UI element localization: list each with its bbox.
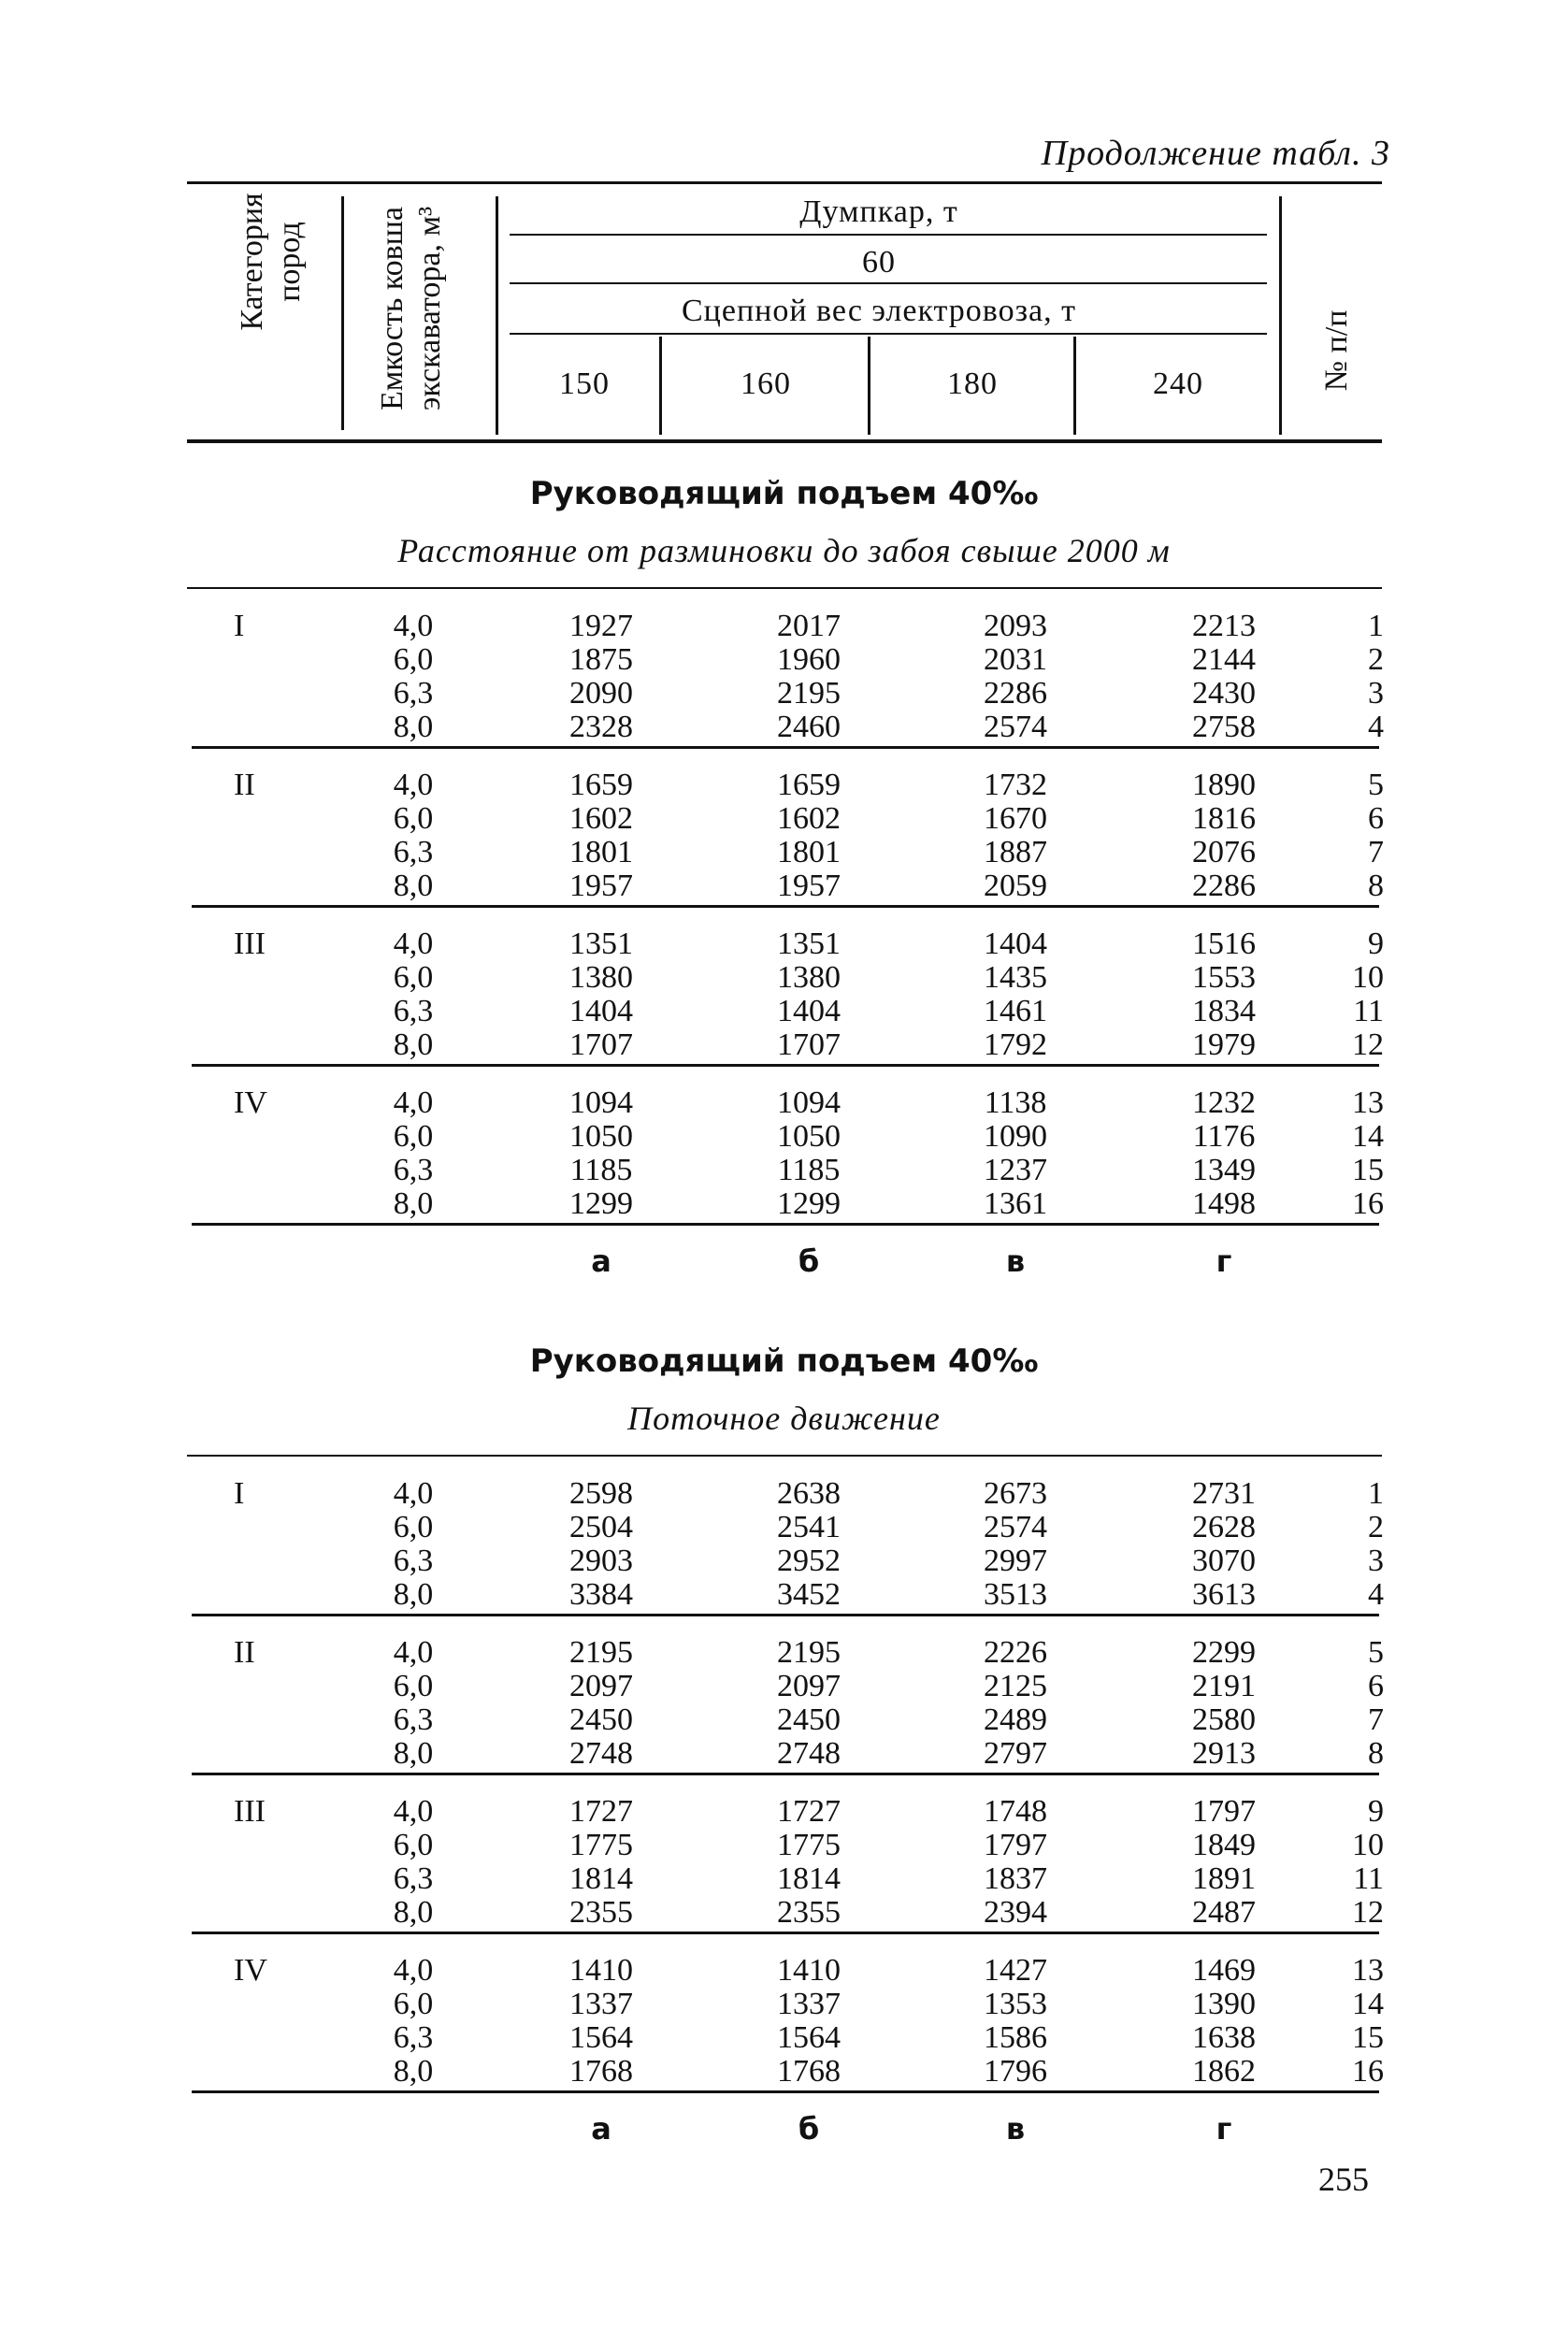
value-cell-b: 1659 xyxy=(777,768,841,802)
value-cell-v: 2226 xyxy=(984,1635,1047,1670)
section-title: Руководящий подъем 40‰ xyxy=(529,1343,1039,1380)
value-cell-v: 2673 xyxy=(984,1476,1047,1511)
row-number-cell: 15 xyxy=(1352,2020,1384,2055)
row-number-cell: 16 xyxy=(1352,2054,1384,2089)
category-label: I xyxy=(234,609,245,643)
value-cell-g: 2430 xyxy=(1192,676,1256,711)
header-dumpcar-label: Думпкар, т xyxy=(799,194,958,229)
row-number-cell: 13 xyxy=(1352,1953,1384,1988)
header-capacity-label: Емкость ковша экскаватора, м³ xyxy=(375,206,447,411)
bucket-capacity-cell: 4,0 xyxy=(393,768,434,802)
value-cell-b: 2450 xyxy=(777,1702,841,1737)
value-cell-a: 1380 xyxy=(569,960,633,995)
row-number-cell: 15 xyxy=(1352,1153,1384,1187)
table-row xyxy=(0,643,1568,677)
value-cell-b: 1185 xyxy=(777,1153,841,1187)
value-cell-v: 2997 xyxy=(984,1544,1047,1578)
bucket-capacity-cell: 4,0 xyxy=(393,1635,434,1670)
value-cell-v: 2093 xyxy=(984,609,1047,643)
row-number-cell: 13 xyxy=(1352,1085,1384,1120)
value-cell-a: 1775 xyxy=(569,1828,633,1862)
value-cell-g: 2487 xyxy=(1192,1895,1256,1930)
value-cell-v: 1404 xyxy=(984,926,1047,961)
row-number-cell: 16 xyxy=(1352,1186,1384,1221)
bucket-capacity-cell: 6,3 xyxy=(393,2020,434,2055)
header-weight-160: 160 xyxy=(741,366,791,401)
value-cell-v: 1792 xyxy=(984,1027,1047,1062)
header-category-label: Категория пород xyxy=(235,193,307,331)
row-number-cell: 2 xyxy=(1368,1510,1384,1544)
value-cell-b: 3452 xyxy=(777,1577,841,1612)
column-letters xyxy=(0,1243,1568,1281)
value-cell-v: 1427 xyxy=(984,1953,1047,1988)
value-cell-g: 1797 xyxy=(1192,1794,1256,1829)
category-label: III xyxy=(234,926,266,961)
value-cell-g: 2144 xyxy=(1192,642,1256,677)
table-row xyxy=(0,802,1568,836)
table-row xyxy=(0,1670,1568,1703)
bucket-capacity-cell: 8,0 xyxy=(393,1736,434,1771)
table-row xyxy=(0,610,1568,643)
value-cell-a: 1768 xyxy=(569,2054,633,2089)
header-top-rule xyxy=(187,181,1382,184)
row-number-cell: 3 xyxy=(1368,1544,1384,1578)
row-number-cell: 7 xyxy=(1368,1702,1384,1737)
column-letter: г xyxy=(1216,1243,1232,1279)
bucket-capacity-cell: 6,3 xyxy=(393,1153,434,1187)
value-cell-a: 3384 xyxy=(569,1577,633,1612)
row-number-cell: 5 xyxy=(1368,1635,1384,1670)
section-top-rule xyxy=(187,587,1382,589)
table-row xyxy=(0,1703,1568,1737)
value-cell-a: 1337 xyxy=(569,1987,633,2021)
group-divider xyxy=(192,1614,1379,1616)
value-cell-g: 2299 xyxy=(1192,1635,1256,1670)
table-row xyxy=(0,995,1568,1028)
section-subtitle: Расстояние от разминовки до забоя свыше 2000 м xyxy=(397,532,1171,569)
value-cell-v: 1361 xyxy=(984,1186,1047,1221)
value-cell-v: 1138 xyxy=(984,1085,1047,1120)
value-cell-g: 2758 xyxy=(1192,710,1256,744)
row-number-cell: 9 xyxy=(1368,926,1384,961)
value-cell-b: 1410 xyxy=(777,1953,841,1988)
table-row xyxy=(0,1636,1568,1670)
table-row xyxy=(0,1120,1568,1154)
value-cell-b: 2638 xyxy=(777,1476,841,1511)
header-rule xyxy=(510,282,1267,284)
value-cell-b: 1404 xyxy=(777,994,841,1028)
value-cell-b: 2097 xyxy=(777,1669,841,1703)
row-number-cell: 8 xyxy=(1368,869,1384,903)
value-cell-a: 2195 xyxy=(569,1635,633,1670)
table-row xyxy=(0,2021,1568,2055)
category-group xyxy=(0,1477,1568,1642)
bucket-capacity-cell: 4,0 xyxy=(393,609,434,643)
table-row xyxy=(0,677,1568,711)
bucket-capacity-cell: 6,0 xyxy=(393,1987,434,2021)
value-cell-v: 2797 xyxy=(984,1736,1047,1771)
value-cell-b: 1775 xyxy=(777,1828,841,1862)
value-cell-b: 1957 xyxy=(777,869,841,903)
value-cell-v: 1237 xyxy=(984,1153,1047,1187)
bucket-capacity-cell: 6,3 xyxy=(393,835,434,869)
row-number-cell: 12 xyxy=(1352,1027,1384,1062)
value-cell-a: 1707 xyxy=(569,1027,633,1062)
row-number-cell: 3 xyxy=(1368,676,1384,711)
value-cell-a: 2355 xyxy=(569,1895,633,1930)
bucket-capacity-cell: 8,0 xyxy=(393,1027,434,1062)
table-row xyxy=(0,1154,1568,1187)
value-cell-v: 1837 xyxy=(984,1861,1047,1896)
value-cell-v: 1435 xyxy=(984,960,1047,995)
header-weight-180: 180 xyxy=(947,366,998,401)
value-cell-a: 1094 xyxy=(569,1085,633,1120)
value-cell-g: 1862 xyxy=(1192,2054,1256,2089)
table-row xyxy=(0,927,1568,961)
bucket-capacity-cell: 6,0 xyxy=(393,1510,434,1544)
bucket-capacity-cell: 6,0 xyxy=(393,801,434,836)
section-top-rule xyxy=(187,1455,1382,1457)
table-row xyxy=(0,1737,1568,1771)
value-cell-a: 1814 xyxy=(569,1861,633,1896)
row-number-cell: 6 xyxy=(1368,1669,1384,1703)
header-divider xyxy=(1279,196,1282,435)
bucket-capacity-cell: 6,3 xyxy=(393,994,434,1028)
value-cell-a: 1185 xyxy=(569,1153,633,1187)
row-number-cell: 7 xyxy=(1368,835,1384,869)
value-cell-g: 1849 xyxy=(1192,1828,1256,1862)
value-cell-a: 2450 xyxy=(569,1702,633,1737)
header-weight-150: 150 xyxy=(559,366,610,401)
row-number-cell: 4 xyxy=(1368,1577,1384,1612)
table-row xyxy=(0,836,1568,869)
value-cell-g: 2913 xyxy=(1192,1736,1256,1771)
group-divider xyxy=(192,1773,1379,1775)
row-number-cell: 1 xyxy=(1368,609,1384,643)
value-cell-b: 1351 xyxy=(777,926,841,961)
column-letters xyxy=(0,2111,1568,2148)
column-letter: а xyxy=(591,2111,611,2147)
bucket-capacity-cell: 6,0 xyxy=(393,1828,434,1862)
value-cell-b: 1380 xyxy=(777,960,841,995)
row-number-cell: 8 xyxy=(1368,1736,1384,1771)
value-cell-a: 1404 xyxy=(569,994,633,1028)
bucket-capacity-cell: 6,0 xyxy=(393,960,434,995)
category-label: II xyxy=(234,768,255,802)
value-cell-a: 1351 xyxy=(569,926,633,961)
bucket-capacity-cell: 4,0 xyxy=(393,1085,434,1120)
value-cell-g: 1516 xyxy=(1192,926,1256,961)
table-row xyxy=(0,1187,1568,1221)
category-label: IV xyxy=(234,1085,267,1120)
column-letter: б xyxy=(798,1243,820,1279)
value-cell-a: 2090 xyxy=(569,676,633,711)
row-number-cell: 14 xyxy=(1352,1119,1384,1154)
column-letter: а xyxy=(591,1243,611,1279)
table-row xyxy=(0,711,1568,744)
value-cell-g: 1890 xyxy=(1192,768,1256,802)
row-number-cell: 2 xyxy=(1368,642,1384,677)
value-cell-v: 1797 xyxy=(984,1828,1047,1862)
value-cell-g: 1979 xyxy=(1192,1027,1256,1062)
value-cell-g: 1469 xyxy=(1192,1953,1256,1988)
value-cell-v: 2574 xyxy=(984,710,1047,744)
bucket-capacity-cell: 8,0 xyxy=(393,869,434,903)
column-letter: б xyxy=(798,2111,820,2147)
row-number-cell: 14 xyxy=(1352,1987,1384,2021)
value-cell-b: 2195 xyxy=(777,1635,841,1670)
value-cell-g: 3613 xyxy=(1192,1577,1256,1612)
value-cell-v: 2059 xyxy=(984,869,1047,903)
value-cell-b: 1094 xyxy=(777,1085,841,1120)
table-row xyxy=(0,1511,1568,1544)
table-row xyxy=(0,1954,1568,1988)
row-number-cell: 10 xyxy=(1352,1828,1384,1862)
value-cell-g: 2213 xyxy=(1192,609,1256,643)
table-row xyxy=(0,1578,1568,1612)
row-number-cell: 10 xyxy=(1352,960,1384,995)
table-row xyxy=(0,768,1568,802)
bucket-capacity-cell: 8,0 xyxy=(393,1186,434,1221)
column-letter: в xyxy=(1005,2111,1026,2147)
value-cell-g: 1638 xyxy=(1192,2020,1256,2055)
category-label: I xyxy=(234,1476,245,1511)
table-row xyxy=(0,2055,1568,2089)
value-cell-b: 2541 xyxy=(777,1510,841,1544)
value-cell-v: 1461 xyxy=(984,994,1047,1028)
value-cell-a: 2748 xyxy=(569,1736,633,1771)
value-cell-g: 1232 xyxy=(1192,1085,1256,1120)
row-number-cell: 4 xyxy=(1368,710,1384,744)
table-row xyxy=(0,1544,1568,1578)
value-cell-v: 2489 xyxy=(984,1702,1047,1737)
header-divider xyxy=(496,196,498,435)
category-label: II xyxy=(234,1635,255,1670)
table-row xyxy=(0,869,1568,903)
row-number-cell: 1 xyxy=(1368,1476,1384,1511)
value-cell-g: 2286 xyxy=(1192,869,1256,903)
category-group xyxy=(0,768,1568,933)
value-cell-g: 1176 xyxy=(1192,1119,1256,1154)
value-cell-a: 1957 xyxy=(569,869,633,903)
value-cell-a: 1299 xyxy=(569,1186,633,1221)
value-cell-a: 1050 xyxy=(569,1119,633,1154)
table-continuation-title: Продолжение табл. 3 xyxy=(1041,134,1390,173)
table-row xyxy=(0,1028,1568,1062)
value-cell-v: 1353 xyxy=(984,1987,1047,2021)
group-divider xyxy=(192,1064,1379,1067)
value-cell-a: 1875 xyxy=(569,642,633,677)
value-cell-b: 2748 xyxy=(777,1736,841,1771)
column-letter: г xyxy=(1216,2111,1232,2147)
value-cell-g: 2731 xyxy=(1192,1476,1256,1511)
header-rule xyxy=(510,333,1267,335)
category-label: IV xyxy=(234,1953,267,1988)
value-cell-v: 2394 xyxy=(984,1895,1047,1930)
table-row xyxy=(0,1086,1568,1120)
value-cell-g: 2076 xyxy=(1192,835,1256,869)
bucket-capacity-cell: 8,0 xyxy=(393,710,434,744)
category-group xyxy=(0,927,1568,1092)
category-group xyxy=(0,1795,1568,1960)
value-cell-v: 2125 xyxy=(984,1669,1047,1703)
value-cell-g: 1498 xyxy=(1192,1186,1256,1221)
bucket-capacity-cell: 4,0 xyxy=(393,1953,434,1988)
value-cell-v: 1887 xyxy=(984,835,1047,869)
value-cell-b: 1801 xyxy=(777,835,841,869)
value-cell-b: 1814 xyxy=(777,1861,841,1896)
value-cell-b: 2460 xyxy=(777,710,841,744)
bucket-capacity-cell: 6,3 xyxy=(393,676,434,711)
bucket-capacity-cell: 6,0 xyxy=(393,1669,434,1703)
category-group xyxy=(0,610,1568,774)
bucket-capacity-cell: 8,0 xyxy=(393,1895,434,1930)
bucket-capacity-cell: 4,0 xyxy=(393,1476,434,1511)
value-cell-v: 1748 xyxy=(984,1794,1047,1829)
value-cell-g: 1816 xyxy=(1192,801,1256,836)
value-cell-a: 1801 xyxy=(569,835,633,869)
value-cell-g: 1891 xyxy=(1192,1861,1256,1896)
value-cell-a: 2598 xyxy=(569,1476,633,1511)
group-divider xyxy=(192,1932,1379,1934)
column-letter: в xyxy=(1005,1243,1026,1279)
section-subtitle: Поточное движение xyxy=(627,1400,941,1437)
bucket-capacity-cell: 8,0 xyxy=(393,2054,434,2089)
table-row xyxy=(0,1829,1568,1862)
value-cell-v: 1090 xyxy=(984,1119,1047,1154)
value-cell-v: 2286 xyxy=(984,676,1047,711)
header-row-number-label: № п/п xyxy=(1319,309,1354,392)
value-cell-a: 2097 xyxy=(569,1669,633,1703)
table-row xyxy=(0,961,1568,995)
value-cell-b: 1960 xyxy=(777,642,841,677)
value-cell-b: 1707 xyxy=(777,1027,841,1062)
header-bottom-rule xyxy=(187,439,1382,443)
bucket-capacity-cell: 6,3 xyxy=(393,1702,434,1737)
value-cell-b: 1768 xyxy=(777,2054,841,2089)
value-cell-v: 2031 xyxy=(984,642,1047,677)
row-number-cell: 9 xyxy=(1368,1794,1384,1829)
bucket-capacity-cell: 4,0 xyxy=(393,1794,434,1829)
section-bottom-rule xyxy=(192,1223,1379,1226)
table-row xyxy=(0,1896,1568,1930)
category-group xyxy=(0,1086,1568,1251)
value-cell-v: 1586 xyxy=(984,2020,1047,2055)
table-row xyxy=(0,1988,1568,2021)
section-title: Руководящий подъем 40‰ xyxy=(529,475,1039,512)
value-cell-v: 2574 xyxy=(984,1510,1047,1544)
value-cell-g: 1390 xyxy=(1192,1987,1256,2021)
value-cell-a: 1727 xyxy=(569,1794,633,1829)
value-cell-a: 1927 xyxy=(569,609,633,643)
table-row xyxy=(0,1795,1568,1829)
header-loco-weight-label: Сцепной вес электровоза, т xyxy=(681,294,1076,328)
bucket-capacity-cell: 6,3 xyxy=(393,1861,434,1896)
value-cell-a: 1564 xyxy=(569,2020,633,2055)
category-group xyxy=(0,1636,1568,1801)
value-cell-b: 2952 xyxy=(777,1544,841,1578)
header-weight-240: 240 xyxy=(1153,366,1203,401)
value-cell-g: 1834 xyxy=(1192,994,1256,1028)
row-number-cell: 12 xyxy=(1352,1895,1384,1930)
value-cell-g: 1553 xyxy=(1192,960,1256,995)
value-cell-g: 1349 xyxy=(1192,1153,1256,1187)
group-divider xyxy=(192,746,1379,749)
value-cell-v: 3513 xyxy=(984,1577,1047,1612)
bucket-capacity-cell: 6,0 xyxy=(393,642,434,677)
value-cell-b: 1602 xyxy=(777,801,841,836)
bucket-capacity-cell: 8,0 xyxy=(393,1577,434,1612)
value-cell-a: 2903 xyxy=(569,1544,633,1578)
value-cell-a: 2504 xyxy=(569,1510,633,1544)
group-divider xyxy=(192,905,1379,908)
table-row xyxy=(0,1477,1568,1511)
row-number-cell: 11 xyxy=(1353,1861,1384,1896)
value-cell-g: 3070 xyxy=(1192,1544,1256,1578)
bucket-capacity-cell: 4,0 xyxy=(393,926,434,961)
value-cell-b: 1337 xyxy=(777,1987,841,2021)
value-cell-a: 1659 xyxy=(569,768,633,802)
value-cell-a: 2328 xyxy=(569,710,633,744)
value-cell-a: 1410 xyxy=(569,1953,633,1988)
bucket-capacity-cell: 6,3 xyxy=(393,1544,434,1578)
category-group xyxy=(0,1954,1568,2118)
value-cell-v: 1670 xyxy=(984,801,1047,836)
section-bottom-rule xyxy=(192,2090,1379,2093)
value-cell-b: 1050 xyxy=(777,1119,841,1154)
value-cell-b: 1564 xyxy=(777,2020,841,2055)
value-cell-g: 2191 xyxy=(1192,1669,1256,1703)
value-cell-b: 2355 xyxy=(777,1895,841,1930)
value-cell-b: 1727 xyxy=(777,1794,841,1829)
row-number-cell: 6 xyxy=(1368,801,1384,836)
bucket-capacity-cell: 6,0 xyxy=(393,1119,434,1154)
page-number: 255 xyxy=(1318,2161,1369,2198)
value-cell-g: 2628 xyxy=(1192,1510,1256,1544)
value-cell-b: 2195 xyxy=(777,676,841,711)
header-rule xyxy=(510,234,1267,236)
row-number-cell: 5 xyxy=(1368,768,1384,802)
row-number-cell: 11 xyxy=(1353,994,1384,1028)
header-dumpcar-value: 60 xyxy=(862,245,896,280)
value-cell-v: 1796 xyxy=(984,2054,1047,2089)
value-cell-b: 2017 xyxy=(777,609,841,643)
category-label: III xyxy=(234,1794,266,1829)
table-row xyxy=(0,1862,1568,1896)
value-cell-a: 1602 xyxy=(569,801,633,836)
value-cell-b: 1299 xyxy=(777,1186,841,1221)
value-cell-g: 2580 xyxy=(1192,1702,1256,1737)
value-cell-v: 1732 xyxy=(984,768,1047,802)
